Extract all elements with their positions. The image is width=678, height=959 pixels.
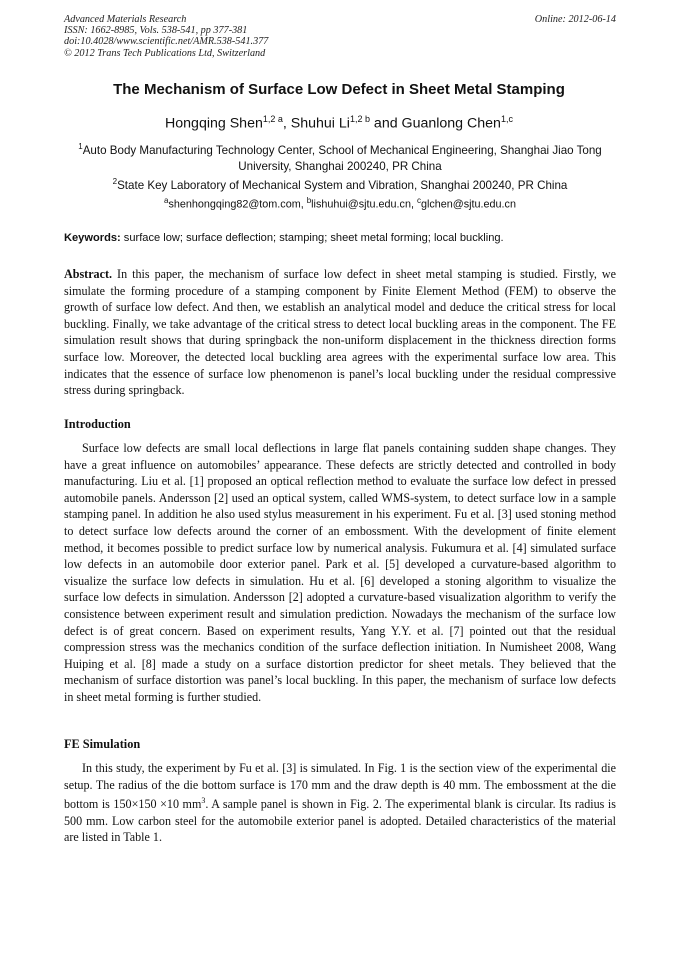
email-link[interactable]: lishuhui@sjtu.edu.cn,	[311, 198, 417, 211]
author-separator: and	[369, 115, 402, 132]
fe-simulation-body	[64, 760, 616, 846]
introduction-heading: Introduction	[64, 417, 131, 431]
fe-simulation-heading: FE Simulation	[64, 737, 141, 751]
unit-exponent: 3	[201, 796, 206, 806]
introduction-body: Surface low defects are small local deflections in large flat panels containing sudden shape changes. They have a great influence on automobiles’ appearance. These defects are strictly detected and controlled in body manufacturing. Liu et al. [1] proposed an optical reflection method to evaluate the surface low defect in pressed automobile panels. Andersson [2] used an optical system, called WMS-system, to detect surface low in a sample stamping panel. In addition he also used stylus measurement in his experiment. Fu et al. [3] used stoning method to detect surface low defects around the corner of an embossment. With the development of finite element method, it becomes possible to predict surface low by numerical analysis. Fukumura et al. [4] simulated surface low defects in an automobile door exterior panel. Park et al. [5] developed a curvature-based algorithm to visualize the surface low defects in simulation. Hu et al. [6] developed a stoning algorithm to visualize the surface low defects in simulation. Andersson [2] adopted a curvature-based visualization algorithm to verify the consistence between experiment result and simulation prediction. Nowadays the mechanism of the surface low defect is of great concern. Based on experiment results, Yang Y.Y. et al. [7] pointed out that the residual compression stress was the mechanics condition of the surface deflection initiation. In Numisheet 2008, Wang Huiping et al. [8] made a study on a surface distortion predictor for sheet metals. They believed that the mechanism of surface distortion was panel’s local buckling. In this paper, the mechanism of surface low defects in sheet metal forming is further studied.	[64, 441, 616, 704]
author-name: Shuhui Li	[290, 115, 350, 132]
email-marker: b	[306, 196, 312, 205]
journal-name: Advanced Materials Research	[64, 14, 187, 25]
keywords	[64, 232, 616, 244]
email-marker: a	[164, 196, 169, 205]
keywords-label: Keywords:	[64, 232, 121, 244]
issn-line: ISSN: 1662-8985, Vols. 538-541, pp 377-381	[64, 25, 248, 37]
abstract-label: Abstract.	[64, 267, 113, 281]
email-link[interactable]: glchen@sjtu.edu.cn	[420, 198, 516, 211]
affiliation-text: Auto Body Manufacturing Technology Center, School of Mechanical Engineering, Shanghai Jiao Tong University, Shanghai 200240, PR China	[82, 143, 602, 173]
email-marker: c	[416, 196, 421, 205]
copyright-line: © 2012 Trans Tech Publications Ltd, Switzerland	[64, 47, 266, 59]
online-date: Online: 2012-06-14	[534, 14, 616, 25]
affiliation-marker: 1	[78, 142, 83, 151]
author-name: Hongqing Shen	[165, 115, 263, 132]
author-separator: ,	[282, 115, 291, 132]
fe-text-part-1: In this study, the experiment by Fu et al. [3] is simulated. In Fig. 1 is the section view of the experimental die setup. The radius of the die bottom surface is 170 mm and the draw depth is 40 mm. The embossment at the die bottom is 150×150 ×10 mm	[64, 761, 616, 812]
affiliation-marker: 2	[112, 177, 118, 186]
author-list	[40, 114, 638, 132]
email-list	[64, 196, 616, 211]
affiliation-2	[64, 174, 616, 194]
fe-text-part-2: . A sample panel is shown in Fig. 2. The experimental blank is circular. Its radius is 500 mm. Low carbon steel for the automobile exterior panel is adopted. Detailed characteristics of the material are listed in Table 1.	[64, 797, 616, 845]
journal-header	[64, 14, 616, 59]
affiliation-1	[64, 139, 616, 175]
author-affil-marker: 1,2 a	[262, 114, 283, 124]
author-affil-marker: 1,2 b	[349, 114, 370, 124]
abstract	[64, 266, 616, 399]
abstract-text: In this paper, the mechanism of surface low defect in sheet metal stamping is studied. Firstly, we simulate the forming procedure of a stamping component by Finite Element Method (FEM) to observe the growth of surface low defect. And then, we establish an analytical model and deduce the critical stress for local buckling. Finally, we take advantage of the critical stress to detect local buckling areas in the component. The FE simulation result shows that during springback the non-uniform displacement in the thickness direction forms surface low. Moreover, the detected local buckling area agrees with the experimental surface low area. This indicates that the essence of surface low phenomenon is panel’s local buckling under the residual compressive stress during springback.	[64, 267, 616, 398]
email-link[interactable]: shenhongqing82@tom.com,	[168, 198, 307, 211]
keywords-text: surface low; surface deflection; stamping; sheet metal forming; local buckling.	[120, 232, 504, 244]
affiliation-text: State Key Laboratory of Mechanical System and Vibration, Shanghai 200240, PR China	[117, 178, 568, 192]
paper-title: The Mechanism of Surface Low Defect in Sheet Metal Stamping	[113, 81, 565, 98]
doi-link[interactable]: doi:10.4028/www.scientific.net/AMR.538-541.377	[64, 36, 269, 48]
author-affil-marker: 1,c	[500, 114, 513, 124]
author-name: Guanlong Chen	[401, 115, 501, 132]
